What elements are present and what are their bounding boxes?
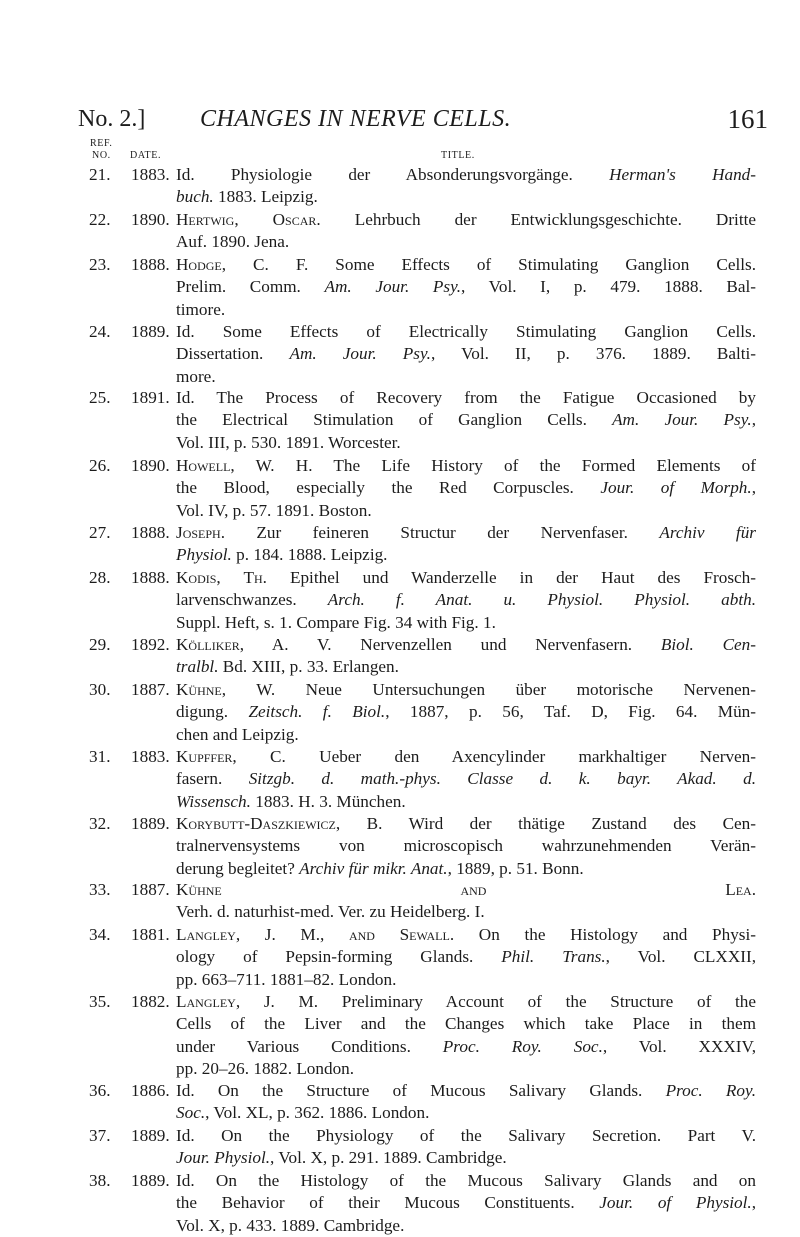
reference-line bbox=[176, 343, 756, 365]
reference-title bbox=[176, 634, 756, 679]
column-header-title: TITLE. bbox=[441, 150, 475, 161]
reference-text: , Vol. I, p. 479. 1888. Bal- bbox=[461, 277, 756, 297]
author-name: Hodge, C. F. bbox=[176, 255, 309, 274]
journal-title: Arch. f. Anat. u. Physiol. Physiol. abth. bbox=[327, 590, 756, 610]
reference-text: Suppl. Heft, s. 1. Compare Fig. 34 with Fig. 1. bbox=[176, 612, 496, 632]
reference-title bbox=[176, 813, 756, 880]
reference-text: Zur feineren Structur der Nervenfaser. bbox=[225, 523, 660, 542]
reference-date: 1881. bbox=[131, 925, 170, 944]
reference-text: Vol. III, p. 530. 1891. Worcester. bbox=[176, 432, 401, 452]
reference-line bbox=[176, 1215, 756, 1237]
reference-line bbox=[176, 276, 756, 298]
running-head bbox=[78, 100, 768, 136]
reference-number: 24. bbox=[89, 322, 111, 341]
author-name: Howell, W. H. bbox=[176, 456, 313, 475]
reference-line bbox=[176, 209, 756, 231]
reference-line bbox=[176, 409, 756, 431]
journal-title: Archiv für bbox=[659, 523, 756, 542]
reference-date: 1883. bbox=[131, 747, 170, 766]
reference-line bbox=[176, 946, 756, 968]
author-name: Joseph. bbox=[176, 523, 225, 542]
reference-text: the Behavior of their Mucous Constituents. bbox=[176, 1193, 600, 1213]
reference-text: , 1887, p. 56, Taf. D, Fig. 64. Mün- bbox=[385, 702, 757, 722]
reference-text: p. 184. 1888. Leipzig. bbox=[231, 545, 388, 565]
journal-title: Physiol. bbox=[176, 545, 232, 565]
reference-text: On the Histology and Physi- bbox=[454, 925, 756, 944]
reference-date: 1888. bbox=[131, 568, 170, 587]
reference-text: Dissertation. bbox=[176, 344, 290, 364]
reference-text: , 1889, p. 51. Bonn. bbox=[447, 858, 584, 878]
reference-title bbox=[176, 164, 756, 209]
reference-date: 1889. bbox=[131, 1171, 170, 1190]
reference-title bbox=[176, 522, 756, 567]
reference-text: , Vol. X, p. 291. 1889. Cambridge. bbox=[270, 1148, 507, 1168]
reference-text: Cells of the Liver and the Changes which take Place in them bbox=[176, 1014, 756, 1034]
reference-text: Id. The Process of Recovery from the Fatigue Occasioned by bbox=[176, 388, 756, 407]
reference-text: 1883. H. 3. München. bbox=[250, 791, 406, 811]
reference-line bbox=[176, 991, 756, 1013]
reference-text: tralnervensystems von microscopisch wahrzunehmenden Verän- bbox=[176, 836, 756, 856]
reference-text: Id. On the Physiology of the Salivary Secretion. Part V. bbox=[176, 1126, 756, 1145]
reference-line bbox=[176, 1036, 756, 1058]
journal-title: Am. Jour. Psy. bbox=[324, 277, 462, 297]
reference-line bbox=[176, 879, 756, 901]
journal-title: Am. Jour. Psy. bbox=[612, 410, 752, 430]
journal-title: Archiv für mikr. Anat. bbox=[299, 858, 448, 878]
journal-title: Am. Jour. Psy. bbox=[289, 344, 431, 364]
reference-line bbox=[176, 612, 756, 634]
reference-text: Vol. X, p. 433. 1889. Cambridge. bbox=[176, 1215, 405, 1235]
reference-line bbox=[176, 1125, 756, 1147]
reference-text: pp. 20–26. 1882. London. bbox=[176, 1059, 355, 1079]
journal-title: Jour. of Morph. bbox=[600, 478, 752, 498]
reference-text: chen and Leipzig. bbox=[176, 724, 299, 744]
reference-line bbox=[176, 813, 756, 835]
journal-title: Herman's Hand- bbox=[609, 165, 756, 184]
author-name: Kühne, W. bbox=[176, 680, 276, 699]
reference-date: 1890. bbox=[131, 210, 170, 229]
reference-title bbox=[176, 321, 756, 388]
reference-line bbox=[176, 455, 756, 477]
reference-line bbox=[176, 387, 756, 409]
journal-title: Wissensch. bbox=[176, 791, 251, 811]
reference-text: , Vol. XXXIV, bbox=[602, 1036, 756, 1056]
reference-number: 22. bbox=[89, 210, 111, 229]
reference-text: Id. Physiologie der Absonderungsvorgänge. bbox=[176, 165, 610, 184]
reference-title bbox=[176, 254, 756, 321]
running-title: CHANGES IN NERVE CELLS. bbox=[200, 106, 512, 132]
reference-text: digung. bbox=[176, 702, 249, 722]
reference-line bbox=[176, 1170, 756, 1192]
reference-date: 1889. bbox=[131, 322, 170, 341]
reference-line bbox=[176, 500, 756, 522]
journal-title: Zeitsch. f. Biol. bbox=[248, 702, 386, 722]
reference-text: Epithel und Wanderzelle in der Haut des Frosch- bbox=[266, 568, 756, 587]
journal-title: Sitzgb. d. math.-phys. Classe d. k. bayr. Akad. d. bbox=[248, 769, 756, 789]
reference-date: 1888. bbox=[131, 523, 170, 542]
reference-number: 21. bbox=[89, 165, 111, 184]
column-header-date: DATE. bbox=[130, 150, 162, 161]
reference-text: pp. 663–711. 1881–82. London. bbox=[176, 969, 397, 989]
journal-title: Phil. Trans. bbox=[501, 947, 606, 967]
journal-title: Proc. Roy. bbox=[665, 1081, 756, 1100]
reference-date: 1891. bbox=[131, 388, 170, 407]
reference-line bbox=[176, 1080, 756, 1102]
reference-title bbox=[176, 455, 756, 522]
journal-title: buch. bbox=[176, 187, 214, 207]
reference-line bbox=[176, 321, 756, 343]
column-header-no: NO. bbox=[92, 150, 111, 161]
reference-text: the Electrical Stimulation of Ganglion Cells. bbox=[176, 410, 613, 430]
reference-text: , Vol. II, p. 376. 1889. Balti- bbox=[430, 344, 756, 364]
reference-line bbox=[176, 522, 756, 544]
reference-text: , Vol. XL, p. 362. 1886. London. bbox=[205, 1103, 430, 1123]
reference-date: 1890. bbox=[131, 456, 170, 475]
reference-line bbox=[176, 1192, 756, 1214]
reference-line bbox=[176, 589, 756, 611]
reference-number: 26. bbox=[89, 456, 111, 475]
reference-title bbox=[176, 209, 756, 254]
reference-date: 1883. bbox=[131, 165, 170, 184]
reference-text: , bbox=[751, 410, 756, 430]
reference-title bbox=[176, 1125, 756, 1170]
reference-line bbox=[176, 366, 756, 388]
reference-text: , bbox=[751, 478, 756, 498]
reference-date: 1887. bbox=[131, 880, 170, 899]
reference-text: , Vol. CLXXII, bbox=[605, 947, 756, 967]
reference-text: 1883. Leipzig. bbox=[213, 187, 318, 207]
author-name: Kodis, Th. bbox=[176, 568, 267, 587]
author-name: Kühne and Lea. bbox=[176, 880, 756, 899]
reference-text: Id. On the Structure of Mucous Salivary Glands. bbox=[176, 1081, 666, 1100]
reference-title bbox=[176, 1170, 756, 1237]
reference-text: Nervenzellen und Nervenfasern. bbox=[331, 635, 661, 654]
reference-text: Vol. IV, p. 57. 1891. Boston. bbox=[176, 500, 372, 520]
journal-title: Biol. Cen- bbox=[660, 635, 756, 654]
author-name: Kölliker, A. V. bbox=[176, 635, 332, 654]
reference-text: Prelim. Comm. bbox=[176, 277, 325, 297]
reference-number: 29. bbox=[89, 635, 111, 654]
reference-line bbox=[176, 186, 756, 208]
reference-date: 1892. bbox=[131, 635, 170, 654]
reference-number: 38. bbox=[89, 1171, 111, 1190]
reference-line bbox=[176, 634, 756, 656]
reference-line bbox=[176, 567, 756, 589]
reference-line bbox=[176, 254, 756, 276]
reference-text: Neue Untersuchungen über motorische Nervenen- bbox=[275, 680, 757, 699]
reference-line bbox=[176, 835, 756, 857]
reference-title bbox=[176, 679, 756, 746]
reference-text: Verh. d. naturhist-med. Ver. zu Heidelberg. I. bbox=[176, 902, 485, 922]
reference-text: larvenschwanzes. bbox=[176, 590, 328, 610]
reference-number: 25. bbox=[89, 388, 111, 407]
reference-text: under Various Conditions. bbox=[176, 1036, 443, 1056]
reference-date: 1886. bbox=[131, 1081, 170, 1100]
reference-line bbox=[176, 299, 756, 321]
reference-line bbox=[176, 924, 756, 946]
reference-text: derung begleitet? bbox=[176, 858, 300, 878]
reference-line bbox=[176, 1147, 756, 1169]
reference-date: 1889. bbox=[131, 1126, 170, 1145]
column-header-ref: REF. bbox=[90, 138, 113, 149]
reference-title bbox=[176, 924, 756, 991]
reference-title bbox=[176, 387, 756, 454]
reference-number: 35. bbox=[89, 992, 111, 1011]
reference-title bbox=[176, 567, 756, 634]
reference-number: 23. bbox=[89, 255, 111, 274]
reference-line bbox=[176, 724, 756, 746]
reference-text: Lehrbuch der Entwicklungsgeschichte. Dritte bbox=[320, 210, 757, 229]
reference-date: 1882. bbox=[131, 992, 170, 1011]
reference-line bbox=[176, 768, 756, 790]
author-name: Hertwig, Oscar. bbox=[176, 210, 321, 229]
reference-line bbox=[176, 746, 756, 768]
reference-date: 1889. bbox=[131, 814, 170, 833]
reference-text: ology of Pepsin-forming Glands. bbox=[176, 947, 502, 967]
reference-title bbox=[176, 879, 756, 924]
reference-date: 1888. bbox=[131, 255, 170, 274]
reference-text: more. bbox=[176, 366, 216, 386]
reference-line bbox=[176, 164, 756, 186]
reference-number: 36. bbox=[89, 1081, 111, 1100]
reference-text: Bd. XIII, p. 33. Erlangen. bbox=[218, 657, 399, 677]
reference-line bbox=[176, 679, 756, 701]
reference-text: Id. On the Histology of the Mucous Salivary Glands and on bbox=[176, 1171, 756, 1190]
reference-text: Some Effects of Stimulating Ganglion Cells. bbox=[308, 255, 756, 274]
reference-number: 30. bbox=[89, 680, 111, 699]
reference-number: 32. bbox=[89, 814, 111, 833]
reference-text: Wird der thätige Zustand des Cen- bbox=[382, 814, 756, 833]
reference-line bbox=[176, 432, 756, 454]
author-name: Korybutt-Daszkiewicz, B. bbox=[176, 814, 383, 833]
reference-line bbox=[176, 1013, 756, 1035]
reference-text: fasern. bbox=[176, 769, 249, 789]
reference-number: 33. bbox=[89, 880, 111, 899]
reference-title bbox=[176, 991, 756, 1081]
reference-number: 31. bbox=[89, 747, 111, 766]
journal-title: Jour. of Physiol. bbox=[599, 1193, 752, 1213]
journal-title: Proc. Roy. Soc. bbox=[442, 1036, 603, 1056]
reference-title bbox=[176, 746, 756, 813]
reference-line bbox=[176, 858, 756, 880]
reference-text: timore. bbox=[176, 299, 226, 319]
reference-date: 1887. bbox=[131, 680, 170, 699]
author-name: Langley, J. M. bbox=[176, 992, 319, 1011]
reference-text: Auf. 1890. Jena. bbox=[176, 232, 290, 252]
reference-line bbox=[176, 1058, 756, 1080]
journal-title: Soc. bbox=[176, 1103, 206, 1123]
reference-line bbox=[176, 477, 756, 499]
reference-line bbox=[176, 544, 756, 566]
author-name: Langley, J. M., and Sewall. bbox=[176, 925, 455, 944]
reference-line bbox=[176, 901, 756, 923]
reference-line bbox=[176, 1102, 756, 1124]
reference-number: 27. bbox=[89, 523, 111, 542]
reference-line bbox=[176, 791, 756, 813]
reference-text: , bbox=[751, 1193, 756, 1213]
reference-number: 28. bbox=[89, 568, 111, 587]
reference-text: Ueber den Axencylinder markhaltiger Nerven- bbox=[285, 747, 756, 766]
reference-line bbox=[176, 701, 756, 723]
reference-text: The Life History of the Formed Elements of bbox=[312, 456, 756, 475]
reference-line bbox=[176, 231, 756, 253]
reference-text: Preliminary Account of the Structure of the bbox=[318, 992, 756, 1011]
reference-text: Id. Some Effects of Electrically Stimulating Ganglion Cells. bbox=[176, 322, 756, 341]
author-name: Kupffer, C. bbox=[176, 747, 286, 766]
reference-title bbox=[176, 1080, 756, 1125]
page-number: 161 bbox=[727, 104, 768, 134]
journal-title: tralbl. bbox=[176, 657, 219, 677]
issue-number: No. 2.] bbox=[78, 106, 146, 132]
reference-number: 34. bbox=[89, 925, 111, 944]
reference-line bbox=[176, 656, 756, 678]
reference-text: the Blood, especially the Red Corpuscles. bbox=[176, 478, 601, 498]
reference-number: 37. bbox=[89, 1126, 111, 1145]
reference-line bbox=[176, 969, 756, 991]
journal-title: Jour. Physiol. bbox=[176, 1148, 271, 1168]
